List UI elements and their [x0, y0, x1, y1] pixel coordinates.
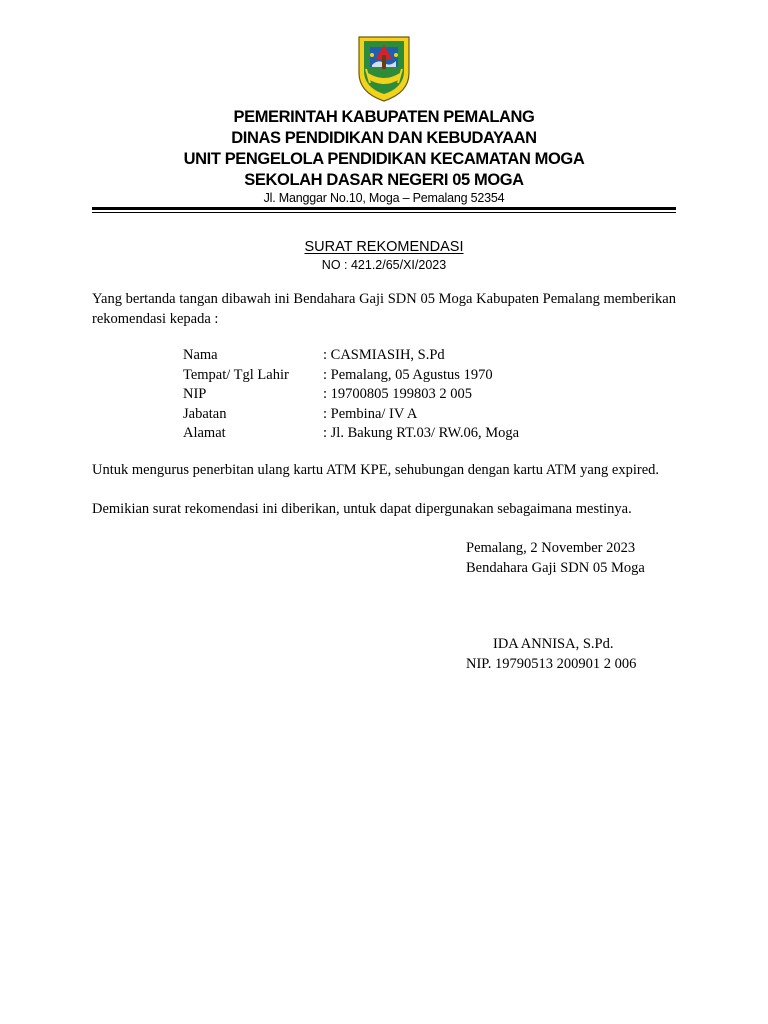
- detail-row-nip: NIP : 19700805 199803 2 005: [183, 386, 473, 402]
- letterhead-department: DINAS PENDIDIKAN DAN KEBUDAYAAN: [231, 129, 537, 147]
- opening-paragraph: Yang bertanda tangan dibawah ini Bendahara Gaji SDN 05 Moga Kabupaten Pemalang memberikan rekomendasi kepada :: [92, 291, 676, 327]
- letter-number: NO : 421.2/65/XI/2023: [321, 258, 447, 272]
- letterhead-divider-thin: [92, 212, 676, 213]
- signatory-nip: NIP. 19790513 200901 2 006: [466, 655, 637, 672]
- letterhead-school: SEKOLAH DASAR NEGERI 05 MOGA: [244, 171, 524, 189]
- letterhead-address: Jl. Manggar No.10, Moga – Pemalang 52354: [263, 191, 505, 205]
- closing-paragraph: Demikian surat rekomendasi ini diberikan, untuk dapat dipergunakan sebagaimana mestinya.: [92, 501, 632, 517]
- signatory-name: IDA ANNISA, S.Pd.: [493, 636, 614, 652]
- letterhead-unit: UNIT PENGELOLA PENDIDIKAN KECAMATAN MOGA: [183, 150, 585, 168]
- detail-row-address: Alamat : Jl. Bakung RT.03/ RW.06, Moga: [183, 425, 520, 441]
- letterhead-government: PEMERINTAH KABUPATEN PEMALANG: [233, 108, 535, 126]
- signature-position: Bendahara Gaji SDN 05 Moga: [466, 559, 645, 576]
- purpose-paragraph: Untuk mengurus penerbitan ulang kartu ATM KPE, sehubungan dengan kartu ATM yang expired.: [92, 462, 660, 478]
- signature-footer: [466, 635, 666, 674]
- letter-title: SURAT REKOMENDASI: [304, 239, 464, 255]
- letterhead-divider-thick: [92, 207, 676, 210]
- detail-row-name: Nama : CASMIASIH, S.Pd: [183, 347, 445, 363]
- recipient-details: [183, 346, 519, 444]
- detail-row-position: Jabatan : Pembina/ IV A: [183, 405, 418, 422]
- signature-place-date: Pemalang, 2 November 2023: [466, 540, 636, 556]
- pemalang-regency-emblem-icon: [356, 33, 412, 103]
- letterhead: [0, 107, 768, 191]
- detail-row-birth: Tempat/ Tgl Lahir : Pemalang, 05 Agustus 1970: [183, 366, 493, 383]
- signature-header: [466, 539, 645, 578]
